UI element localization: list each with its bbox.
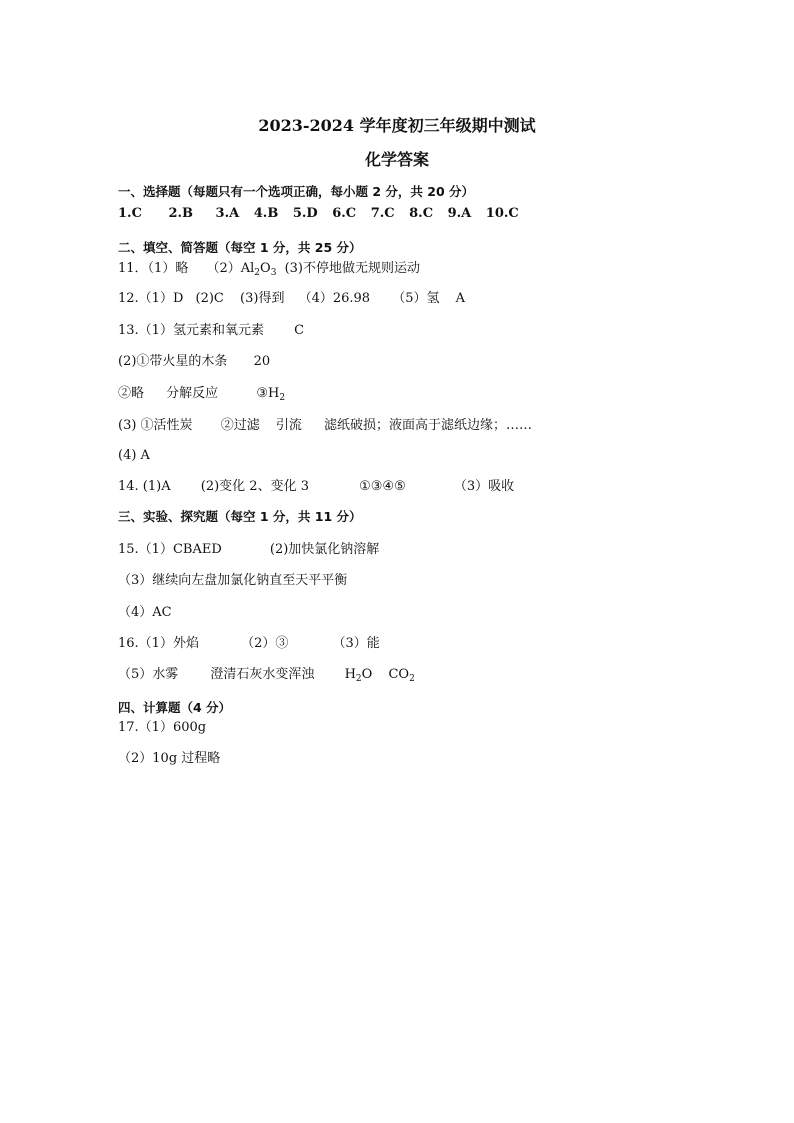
q16-5-part1: （5）水雾	[118, 667, 179, 682]
q17-1-answer: 17.（1）600g	[118, 720, 207, 735]
answer-2: 2.B	[168, 206, 194, 221]
q16-1-answer	[118, 636, 380, 652]
q13-4-answer: (4) A	[118, 448, 150, 463]
q13-2b-answer	[118, 386, 285, 402]
q16-1-part1: 16.（1）外焰	[118, 636, 199, 651]
q13-2b-part3: $③H_2$	[256, 386, 286, 403]
q14-part1: 14. (1)A	[118, 479, 171, 494]
q11-part3: (3)不停地做无规则运动	[284, 261, 420, 276]
q13-1-part1: 13.（1）氢元素和氧元素	[118, 323, 264, 338]
q12-part4: （4）26.98	[298, 291, 371, 306]
q13-3-part1: (3) ①活性炭	[118, 418, 193, 433]
answer-3: 3.A	[215, 206, 240, 221]
q13-3-part4: 滤纸破损；液面高于滤纸边缘；……	[324, 418, 533, 433]
q11-answer	[118, 261, 420, 277]
answer-1: 1.C	[118, 206, 142, 221]
q12-part1: 12.（1）D	[118, 291, 184, 306]
q13-2-part2: 20	[253, 354, 271, 369]
section-1-answers	[118, 206, 519, 222]
q13-2b-part1: ②略	[118, 386, 145, 401]
exam-subtitle: 化学答案	[364, 150, 429, 169]
q16-1-part3: （3）能	[332, 636, 380, 651]
q13-3-part2: ②过滤	[220, 418, 260, 433]
q12-part3: (3)得到	[240, 291, 285, 306]
exam-title: 2023-2024 学年度初三年级期中测试	[258, 116, 536, 135]
q15-1-part1: 15.（1）CBAED	[118, 542, 222, 557]
answer-6: 6.C	[332, 206, 357, 221]
q14-part4: （3）吸收	[453, 479, 515, 494]
q14-part2: (2)变化 2、变化 3	[200, 479, 309, 494]
section-1-heading: 一、选择题（每题只有一个选项正确，每小题 2 分，共 20 分）	[118, 184, 475, 199]
q16-1-part2: （2）③	[241, 636, 289, 651]
answer-4: 4.B	[253, 206, 279, 221]
q15-1-answer	[118, 542, 379, 558]
q13-1-answer	[118, 323, 304, 339]
q13-2b-part2: 分解反应	[166, 386, 219, 401]
q13-2-part1: (2)①带火星的木条	[118, 354, 228, 369]
answer-5: 5.D	[292, 206, 318, 221]
q13-3-answer	[118, 418, 532, 434]
q15-1-part2: (2)加快氯化钠溶解	[269, 542, 380, 557]
q14-part3: ①③④⑤	[359, 479, 406, 494]
q11-part2: $(2)Al_2O_3$	[206, 261, 277, 278]
q13-3-part3: 引流	[275, 418, 302, 433]
q11-part1: 11．（1）略	[118, 261, 189, 276]
q12-answer	[118, 291, 465, 307]
q15-3-answer: （3）继续向左盘加氯化钠直至天平平衡	[118, 573, 348, 588]
answer-9: 9.A	[447, 206, 472, 221]
section-3-heading: 三、实验、探究题（每空 1 分，共 11 分）	[118, 509, 362, 524]
q12-part6: A	[455, 291, 466, 306]
q12-part5: （5）氢	[392, 291, 440, 306]
q17-2-answer: （2）10g 过程略	[118, 751, 221, 766]
q16-5-part2: 澄清石灰水变浑浊	[210, 667, 315, 682]
q13-2-answer	[118, 354, 270, 370]
q13-1-part2: C	[294, 323, 305, 338]
q16-5-answer	[118, 667, 415, 683]
section-4-heading: 四、计算题（4 分）	[118, 700, 232, 715]
q16-5-part4: $CO_2$	[388, 667, 415, 684]
answer-10: 10.C	[485, 206, 519, 221]
answer-8: 8.C	[409, 206, 434, 221]
section-2-heading: 二、填空、简答题（每空 1 分，共 25 分）	[118, 240, 362, 255]
q16-5-part3: $H_2O$	[344, 667, 373, 684]
q12-part2: (2)C	[195, 291, 224, 306]
q14-answer	[118, 479, 514, 495]
q15-4-answer: （4）AC	[118, 605, 172, 620]
answer-7: 7.C	[370, 206, 395, 221]
